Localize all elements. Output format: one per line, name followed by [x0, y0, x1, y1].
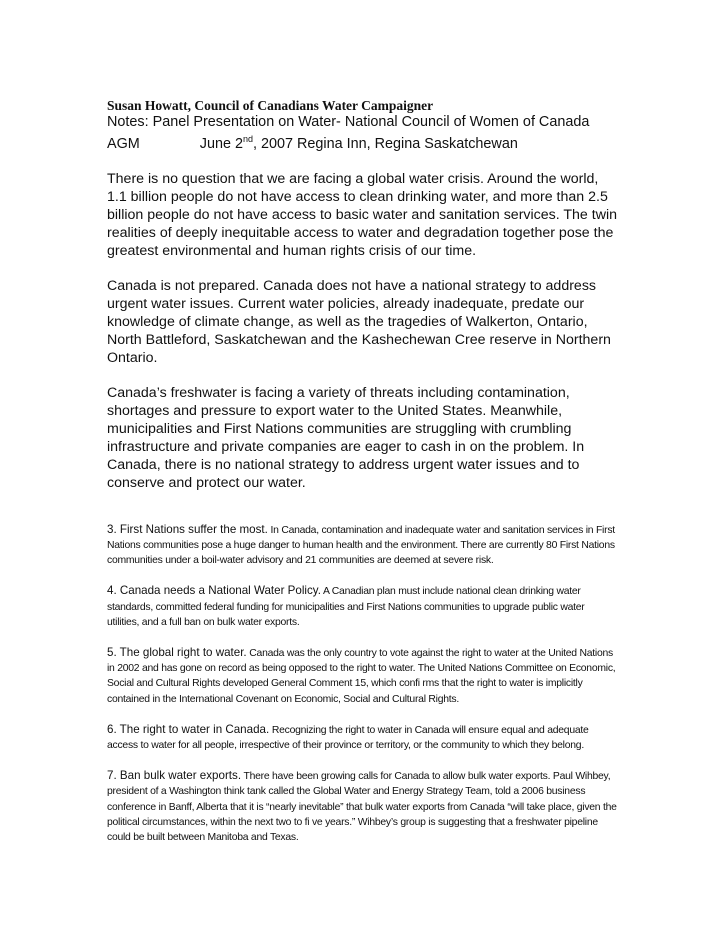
date-suffix: nd [243, 134, 254, 144]
point-lead: 5. The global right to water. [107, 646, 247, 660]
intro-paragraph: Canada’s freshwater is facing a variety of threats including contamination, shortages and pressure to export water to the United States. Meanwhile, municipalities and First Nations communities are struggling with crumbling infrastructure and private companies are eager to cash in on the problem. In Canada, there is no national strategy to address urgent water issues and to conserve and protect our water. [107, 384, 585, 491]
point-body: In Canada, contamination and inadequate water and sanitation services in First Nations communities pose a huge danger to human health and the environment. There are currently 80 First Nations communities under a boil-water advisory and 21 communities are deemed at severe risk. [107, 524, 615, 567]
point-body: A Canadian plan must include national clean drinking water standards, committed federal funding for municipalities and First Nations communities to upgrade public water utilities, and a full ban on bulk water exports. [107, 586, 585, 628]
point-lead: 7. Ban bulk water exports. [107, 769, 242, 783]
notes-line: Notes: Panel Presentation on Water- National Council of Women of Canada [107, 114, 590, 130]
point-body: Canada was the only country to vote against the right to water at the United Nations in 2002 and has gone on record as being opposed to the right to water. The United Nations Committee on Economic, Social and Cultural Rights developed General Comment 15, which confi rms that the right to water is implicitly contained in the International Covenant on Economic, Social and Cultural Rights. [107, 648, 616, 705]
point-lead: 6. The right to water in Canada. [107, 722, 270, 736]
intro-paragraph: There is no question that we are facing a global water crisis. Around the world, 1.1 billion people do not have access to clean drinking water, and more than 2.5 billion people do not have access to basic water and sanitation services. The twin realities of deeply inequitable access to water and degradation together pose the greatest environmental and human rights crisis of our time. [107, 170, 617, 259]
point-paragraph [107, 583, 617, 630]
point-paragraph [107, 768, 617, 845]
point-lead: 3. First Nations suffer the most. [107, 522, 268, 536]
point-paragraph [107, 522, 617, 569]
date-location-line [107, 131, 617, 153]
intro-paragraph: Canada is not prepared. Canada does not have a national strategy to address urgent water issues. Current water policies, already inadequate, predate our knowledge of climate change, as well as the tragedies of Walkerton, Ontario, North Battleford, Saskatchewan and the Kashechewan Cree reserve in Northern Ontario. [107, 277, 611, 366]
date-rest: , 2007 Regina Inn, Regina Saskatchewan [253, 135, 518, 152]
author-line: Susan Howatt, Council of Canadians Water Campaigner [107, 98, 434, 113]
date-day: June 2 [199, 135, 243, 152]
point-body: There have been growing calls for Canada to allow bulk water exports. Paul Wihbey, president of a Washington think tank called the Global Water and Energy Strategy Team, told a 2006 business conference in Banff, Alberta that it is “nearly inevitable” that bulk water exports from Canada “will take place, given the political circumstances, within the next two to fi ve years.” Wihbey’s group is suggesting that a freshwater pipeline could be built between Manitoba and Texas. [107, 771, 617, 844]
agm-label: AGM [107, 135, 140, 152]
point-lead: 4. Canada needs a National Water Policy. [107, 584, 321, 598]
point-paragraph [107, 645, 617, 707]
point-paragraph [107, 722, 617, 753]
point-body: Recognizing the right to water in Canada will ensure equal and adequate access to water for all people, irrespective of their province or territory, or the community to which they belong. [107, 724, 589, 752]
document-page [107, 97, 617, 845]
